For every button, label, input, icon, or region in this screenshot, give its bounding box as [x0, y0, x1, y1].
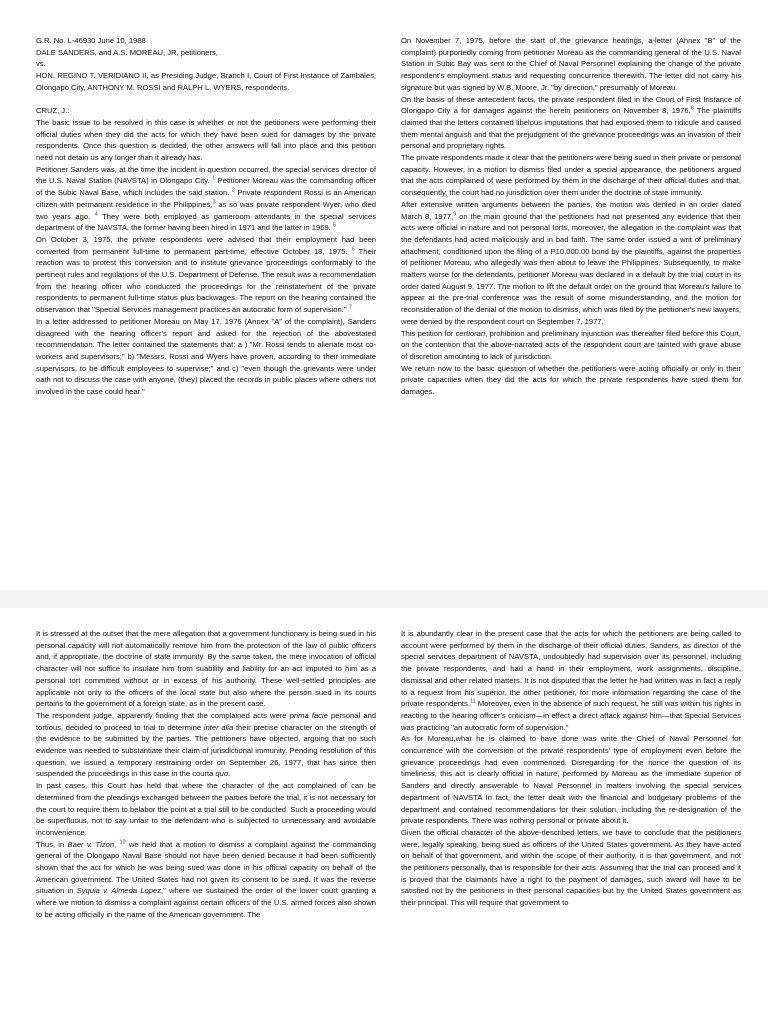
versus-line: vs.: [36, 59, 46, 69]
case-number: G.R. No. L-46930 June 10, 1988: [36, 36, 146, 45]
paragraph: Thus, in Baer v. Tizon, $^{10}$ we held that a motion to dismiss a complaint against the commanding general of the Olongapo Naval Base should not have been denied because it had been sufficiently shown that the act for which he was being sued was done in his official capacity on behalf of the American government. The United States had not given its consent to be sued. It was the reverse situation in Syquia v. Almeda Lopez," where we sustained the order of the lower court granting a where we motion to dismiss a complaint against certain officers of the U.S. armed forces also shown to be acting officially in the name of the American government. The: [36, 839, 376, 919]
paragraph: As for Moreau,what he is claimed to have done was write the Chief of Naval Personnel for concurrence with the conversion of the private respondents' type of employment even before the grievance proceedings had even commenced. Disregarding for the nonce the question of its timeliness, this act is clearly official in nature, performed by Moreau as the immediate superior of Sanders and directly answerable to Naval Personnel in matters involving the special services department of NAVSTA In fact, the letter dealt with the financial and budgetary problems of the department and contained recommendations for their solution, including the re-designation of the private respondents. There was nothing personal or private about it.: [401, 734, 741, 826]
paragraph: We return now to the basic question of whether the petitioners were acting officially or only in their private capacities when they did the acts for which the private respondents have sued them for damages.: [401, 363, 741, 397]
footnote-link[interactable]: 3: [212, 199, 216, 206]
paragraph: This petition for certiorari, prohibition and preliminary injunction was thereafter filed before this Court, on the contention that the above-narrated acts of the respondent court are tainted with grave abuse of discretion amounting to lack of jurisdiction.: [401, 328, 741, 361]
paragraph: Petitioner Sanders was, at the time the incident in question occurred, the special services director of the U.S. Naval Station (NAVSTA) in Olongapo City. $^1$ Petitioner Moreau was the commanding officer of the Subic Naval Base, which includes the said station. $^2$ Private respondent Rossi is an American citizen with permanent residence in the Philippines,$^3$ as so was private respondent Wyer, who died two years ago. $^4$ They were both employed as gameroom attendants in the special services department of the NAVSTA, the former having been hired in 1971 and the latter in 1969. $^5$: [36, 164, 376, 233]
paragraph: The basic issue to be resolved in this case is whether or not the petitioners were performing their official duties when they did the acts for which they have been sued for damages by the private respondents. Once this question is decided, the other answers will fall into place and this petition need not detain us any longer than it already has.: [36, 117, 376, 163]
paragraph: On November 7, 1975, before the start of the grievance hearings, a-letter (Annex "B" of the complaint) purportedly coming from petitioner Moreau as the commanding general of the U.S. Naval Station in Subic Bay was sent to the Chief of Naval Personnel explaining the change of the private respondent's employment status and requesting concurrence therewith. The letter did not carry his signature but was signed by W.B. Moore, Jr. "by direction," presumably of Moreau.: [401, 36, 741, 92]
paragraph: The private respondents made it clear that the petitioners were being sued in their private or personal capacity. However, in a motion to dismiss filed under a special appearance, the petitioners argued that the acts complained of were performed by them in the discharge of their official duties and that, consequently, the court had no jurisdiction over them under the doctrine of state immunity.: [401, 153, 741, 198]
footnote-link[interactable]: 2: [231, 187, 235, 194]
page2-right-column: [401, 628, 741, 909]
footnote-link[interactable]: 4: [94, 211, 98, 217]
respondents-line: HON. REGINO T. VERIDIANO II, as Presiding Judge, Branch I, Court of First Instance of Zambales, Olongapo City, ANTHONY M. ROSSI and RALPH L. WYERS, respondents.: [36, 71, 376, 92]
footnote-link[interactable]: 11: [469, 698, 476, 705]
paragraph: In past cases, this Court has held that where the character of the act complained of can be determined from the pleadings exchanged between the parties before the trial, it is not necessary for the court to require them to belabor the point at a trial still to be conducted. Such a proceeding would be superfluous, not to say unfair to the defendant who is subjected to unnecessary and avoidable inconvenience.: [36, 781, 376, 837]
footnote-link[interactable]: 8: [690, 105, 694, 112]
petitioners-line: DALE SANDERS, and A.S. MOREAU, JR, petitioners,: [36, 47, 218, 57]
paragraph: Given the official character of the above-described letters, we have to conclude that the petitioners were, legally speaking, being sued as officers of the United States government. As they have acted on behalf of that government, and within the scope of their authority, it is that government, and not the petitioners personally, that is responsible for their acts. Assuming that the trial can proceed and it is proved that the claimants have a right to the payment of damages, such award will have to be satisfied not by the petitioners in their personal capacities but by the United States government as their principal. This will require that government to: [401, 827, 741, 908]
paragraph: In a letter addressed to petitioner Moreau on May 17, 1976 (Annex "A" of the complaint), Sanders disagreed with the hearing officer's report and asked for the rejection of the abovestated recommendation. The letter contained the statements that: a ) "Mr. Rossi tends to alienate most co-workers and supervisors;" b) "Messrs. Rossi and Wyers have proven, according to their immediate supervisors, to be difficult employees to supervise;" and c) "even though the grievants were under oath not to discuss the case with anyone, (they) placed the records in public places where others not involved in the case could hear.": [36, 316, 376, 397]
footnote-link[interactable]: 10: [119, 839, 126, 846]
page1-left-column: [36, 35, 376, 398]
page2-left-column: [36, 628, 376, 921]
paragraph: After extensive written arguments between the parties, the motion was denied in an order dated March 8, 1977,$^9$ on the main ground that the petitioners had not presented any evidence that their acts were official in nature and not personal torts, moreover, the allegation in the complaint was that the defendants had acted maliciously and in bad faith. The same order issued a writ of preliminary attachment, conditioned upon the filing of a P10,000.00 bond by the plaintiffs, against the properties of petitioner Moreau, who allegedly was then about to leave the Philippines. Subsequently, to make matters worse for the defendants, petitioner Moreau was declared in a default by the trial court in its order dated August 9, 1977. The motion to lift the default order on the ground that Moreau's failure to appear at the pre-trial conference was the result of some misunderstanding, and the motion for reconsideration of the denial of the motion to dismiss, which was filed by the petitioner's new lawyers, were denied by the respondent court on September 7, 1977.: [401, 199, 742, 326]
paragraph: On the basis of these antecedent facts, the private respondent filed in the Court of First Instance of Olongapo City a for damages against the herein petitioners on November 8, 1976.$^8$ The plaintiffs claimed that the letters contained libelous imputations that had exposed them to ridicule and caused them mental anguish and that the prejudgment of the grievance proceedings was an invasion of their personal and proprietary rights.: [401, 94, 741, 151]
page1-right-column: [401, 35, 741, 398]
paragraph: The respondent judge, apparently finding that the complained acts were prima facie personal and tortious, decided to proceed to trial to determine inter alia their precise character on the strength of the evidence to be submitted by the parties. The petitioners have objected, arguing that no such evidence was needed to substantiate their claim of jurisdictional immunity. Pending resolution of this question, we issued a temporary restraining order on September 26, 1977, that has since then suspended the proceedings in this case in the courta quo.: [36, 710, 377, 779]
footnote-link[interactable]: 9: [453, 211, 457, 218]
footnote-link[interactable]: 1: [212, 175, 216, 182]
paragraph: On October 3, 1975, the private respondents were advised that their employment had been converted from permanent full-time to permanent part-time, effective October 18, 1975. $^6$ Their reaction was to protest this conversion and to institute grievance proceedings conformably to the pertinent rules and regulations of the U.S. Department of Defense. The result was a recommendation from the hearing officer who conducted the proceedings for the reinstatement of the private respondents to permanent full-time status plus backwages. The report on the hearing contained the observation that "Special Services management practices an autocratic form of supervision." $^7$: [36, 234, 376, 315]
footnote-link[interactable]: 7: [348, 304, 352, 311]
footnote-link[interactable]: 6: [351, 246, 355, 253]
author-line: CRUZ, J.:: [36, 106, 70, 116]
footnote-link[interactable]: 5: [332, 222, 336, 229]
paragraph: It is abundantly clear in the present case that the acts for which the petitioners are being called to account were performed by them in the discharge of their official duties. Sanders, as director of the special services department of NAVSTA, undoubtedly had supervision over its personnel, including the private respondents, and had a hand in their employment, work assignments, discipline, dismissal and other related matters. It is not disputed that the letter he had written was in fact a reply to a request from his superior, the other petitioner, for more information regarding the case of the private respondents.$^{11}$ Moreover, even in the absence of such request, he still was within his rights in reacting to the hearing officer's criticism—in effect a direct attack against him—that Special Services was practicing "an autocratic form of supervision.": [401, 629, 741, 732]
paragraph: It is stressed at the outset that the mere allegation that a government functionary is being sued in his personal capacity will not automatically remove him from the protection of the law of public officers and, if appropriate, the doctrine of state immunity. By the same token, the mere invocation of official character will not suffice to insulate him from suability and liability for an act imputed to him as a personal tort committed without or in excess of his authority. These well-settled principles are applicable not only to the officers of the local state but also where the person sued in its courts pertains to the government of a foreign state, as in the present case.: [36, 629, 376, 709]
